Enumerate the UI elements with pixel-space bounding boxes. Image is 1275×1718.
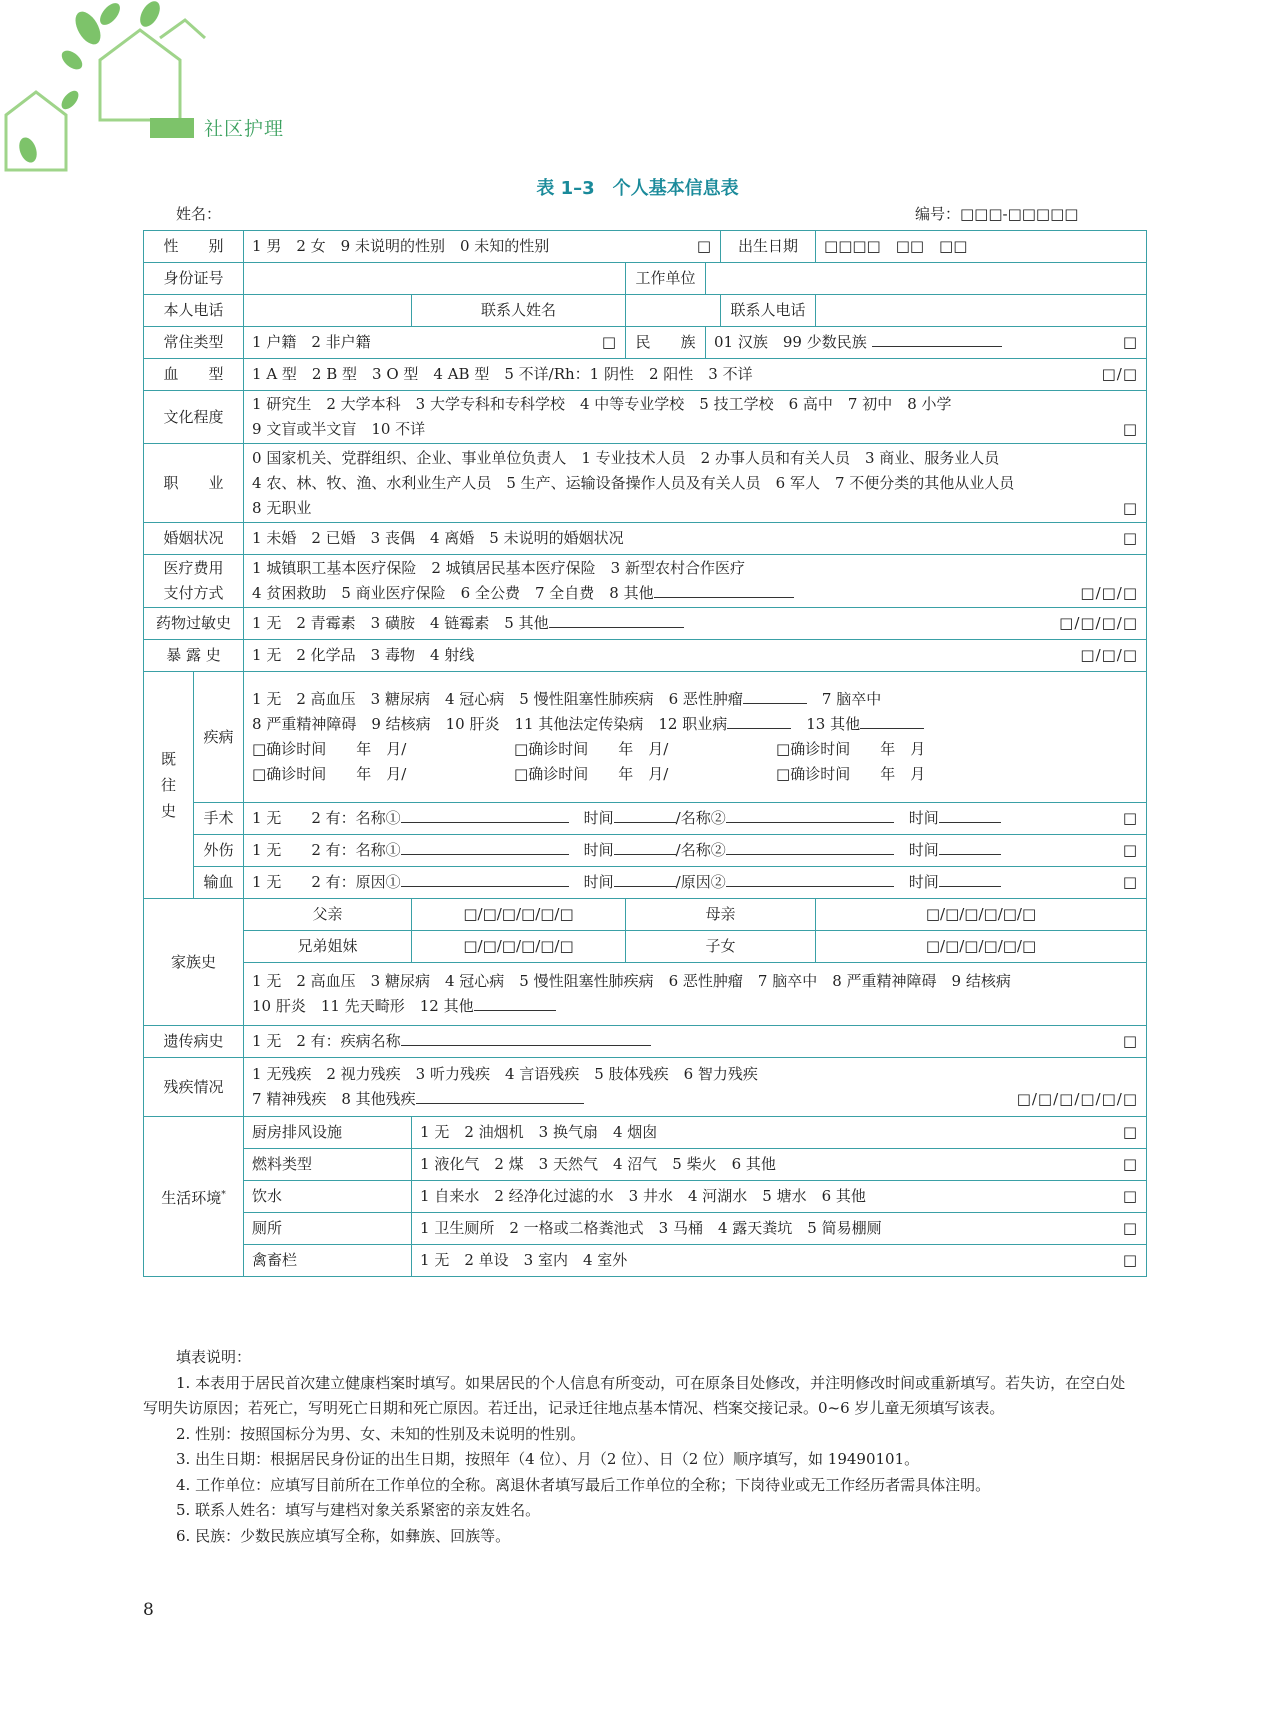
ethnic-checkbox[interactable]: □ [1122,333,1139,351]
siblings-boxes[interactable]: □/□/□/□/□/□ [412,931,626,963]
disease-options[interactable] [244,672,1147,803]
env-row-5 [144,1245,1147,1277]
disease-other-blank[interactable] [860,712,924,729]
payment-line-1: 1 城镇职工基本医疗保险 2 城镇居民基本医疗保险 3 新型农村合作医疗 [252,559,745,577]
diagnosis-time-5[interactable]: □确诊时间 年 月/ [514,765,669,783]
blood-checkbox[interactable]: □/□ [1101,365,1139,383]
env-options-text: 1 卫生厕所 2 一格或二格粪池式 3 马桶 4 露天粪坑 5 简易棚厕 [420,1219,882,1237]
genetic-options-text: 1 无 2 有：疾病名称 [252,1032,401,1050]
surgery-name-2[interactable] [726,806,894,823]
allergy-other-blank[interactable] [549,611,684,628]
id-number-field[interactable] [244,263,626,295]
disease-line-1: 1 无 2 高血压 3 糖尿病 4 冠心病 5 慢性阻塞性肺疾病 6 恶性肿瘤 [252,690,743,708]
instruction-item: 1. 本表用于居民首次建立健康档案时填写。如果居民的个人信息有所变动，可在原条目处修改，并注明修改时间或重新填写。若失访，在空白处写明失访原因；若死亡，写明死亡日期和死亡原因。若迁出，记录迁往地点基本情况、档案交接记录。0~6 岁儿童无须填写该表。 [143,1373,1126,1417]
instruction-item: 6. 民族：少数民族应填写全称，如彝族、回族等。 [176,1526,511,1545]
occupational-blank[interactable] [727,712,791,729]
gender-checkbox[interactable]: □ [696,237,713,255]
marital-row [144,523,1147,555]
work-unit-field[interactable] [706,263,1147,295]
transfusion-time2-label: 时间 [908,873,939,891]
family-disease-options [244,963,1147,1026]
family-row-1 [144,899,1147,931]
transfusion-reason-2[interactable] [726,870,894,887]
disease-label: 疾病 [194,672,244,803]
contact-name-label: 联系人姓名 [412,295,626,327]
env-options-text: 1 无 2 单设 3 室内 4 室外 [420,1251,628,1269]
injury-row [144,835,1147,867]
father-boxes[interactable]: □/□/□/□/□/□ [412,899,626,931]
gender-label: 性 别 [144,231,244,263]
blood-options[interactable] [244,359,1147,391]
transfusion-label: 输血 [194,867,244,899]
injury-label: 外伤 [194,835,244,867]
allergy-row [144,608,1147,640]
exposure-label: 暴 露 史 [144,640,244,672]
exposure-options-text: 1 无 2 化学品 3 毒物 4 射线 [252,646,475,664]
gender-row [144,231,1147,263]
env-checkbox[interactable]: □ [1122,1251,1139,1269]
diagnosis-time-3[interactable]: □确诊时间 年 月 [776,740,926,758]
children-boxes[interactable]: □/□/□/□/□/□ [816,931,1147,963]
ethnic-blank[interactable] [872,330,1002,347]
env-item-options[interactable] [412,1245,1147,1277]
env-item-options[interactable] [412,1181,1147,1213]
disease-stroke: 7 脑卒中 [821,690,882,708]
injury-prefix: 1 无 2 有：名称① [252,841,401,859]
allergy-options-text: 1 无 2 青霉素 3 磺胺 4 链霉素 5 其他 [252,614,549,632]
surgery-label: 手术 [194,803,244,835]
mother-label: 母亲 [626,899,816,931]
surgery-prefix: 1 无 2 有：名称① [252,809,401,827]
payment-checkbox[interactable]: □/□/□ [1080,584,1139,602]
transfusion-time-label: 时间 [583,873,614,891]
disability-label: 残疾情况 [144,1058,244,1117]
transfusion-row [144,867,1147,899]
history-label-text: 既往史 [160,750,176,820]
occupation-checkbox[interactable]: □ [1122,498,1139,517]
gender-options[interactable] [244,231,721,263]
surgery-time-1[interactable] [614,806,676,823]
env-item-name: 禽畜栏 [244,1245,412,1277]
surgery-time2-label: 时间 [908,809,939,827]
birth-date-label: 出生日期 [721,231,816,263]
env-row-2 [144,1149,1147,1181]
id-row [144,263,1147,295]
occupation-line-2: 4 农、林、牧、渔、水利业生产人员 5 生产、运输设备操作人员及有关人员 6 军人 7 不便分类的其他从业人员 [252,473,1015,492]
diagnosis-time-6[interactable]: □确诊时间 年 月 [776,765,926,783]
surgery-time-2[interactable] [939,806,1001,823]
payment-row [144,555,1147,608]
table-title: 表 1–3 个人基本信息表 [536,178,739,199]
payment-label-2: 支付方式 [163,584,224,602]
surgery-checkbox[interactable]: □ [1122,809,1139,827]
family-row-3 [144,963,1147,1026]
family-label: 家族史 [144,899,244,1026]
education-checkbox[interactable]: □ [1122,420,1139,438]
env-item-options[interactable] [412,1149,1147,1181]
marital-options-text: 1 未婚 2 已婚 3 丧偶 4 离婚 5 未说明的婚姻状况 [252,529,624,547]
env-item-options[interactable] [412,1213,1147,1245]
env-item-name: 饮水 [244,1181,412,1213]
transfusion-reason-1[interactable] [401,870,569,887]
injury-time-2[interactable] [939,838,1001,855]
ethnic-options[interactable] [706,327,1147,359]
contact-phone-label: 联系人电话 [721,295,816,327]
payment-other-blank[interactable] [654,581,794,598]
education-line-1: 1 研究生 2 大学本科 3 大学专科和专科学校 4 中等专业学校 5 技工学校 6 高中 7 初中 8 小学 [252,395,952,413]
env-options-text: 1 液化气 2 煤 3 天然气 4 沼气 5 柴火 6 其他 [420,1155,776,1173]
surgery-time-label: 时间 [583,809,614,827]
env-row-3 [144,1181,1147,1213]
env-checkbox[interactable]: □ [1122,1123,1139,1141]
blood-row [144,359,1147,391]
history-label [144,672,194,899]
instructions [143,1345,1140,1549]
surgery-row [144,803,1147,835]
family-line-1: 1 无 2 高血压 3 糖尿病 4 冠心病 5 慢性阻塞性肺疾病 6 恶性肿瘤 7 脑卒中 8 严重精神障碍 9 结核病 [252,972,1011,990]
contact-name-field[interactable] [626,295,721,327]
instruction-item: 5. 联系人姓名：填写与建档对象关系紧密的亲友姓名。 [176,1501,541,1519]
injury-time-1[interactable] [614,838,676,855]
occupation-label: 职 业 [144,444,244,523]
disability-line-1: 1 无残疾 2 视力残疾 3 听力残疾 4 言语残疾 5 肢体残疾 6 智力残疾 [252,1065,758,1083]
transfusion-prefix: 1 无 2 有：原因① [252,873,401,891]
surgery-name2-label: /名称② [675,809,726,827]
exposure-row [144,640,1147,672]
allergy-label: 药物过敏史 [144,608,244,640]
family-other-blank[interactable] [474,994,556,1011]
genetic-blank[interactable] [401,1029,651,1046]
section-title: 社区护理 [204,118,285,140]
blood-options-text: 1 A 型 2 B 型 3 O 型 4 AB 型 5 不详/Rh：1 阴性 2 阳性 3 不详 [252,365,753,383]
disability-options[interactable] [244,1058,1147,1117]
disability-checkbox[interactable]: □/□/□/□/□/□ [1016,1090,1139,1108]
id-number-label: 身份证号 [144,263,244,295]
env-item-options[interactable] [412,1117,1147,1149]
blood-label: 血 型 [144,359,244,391]
disability-other-blank[interactable] [416,1087,584,1104]
marital-label: 婚姻状况 [144,523,244,555]
page-number: 8 [143,1600,154,1620]
work-unit-label: 工作单位 [626,263,706,295]
env-checkbox[interactable]: □ [1122,1155,1139,1173]
transfusion-reason2-label: /原因② [675,873,726,891]
residence-row [144,327,1147,359]
diagnosis-time-4[interactable]: □确诊时间 年 月/ [252,765,407,783]
injury-fields[interactable] [244,835,1147,867]
header-decoration [0,0,220,175]
personal-info-form [143,230,1147,1277]
payment-label-1: 医疗费用 [163,559,224,577]
environment-label-text: 生活环境 [161,1188,222,1207]
family-row-2 [144,931,1147,963]
phone-label: 本人电话 [144,295,244,327]
genetic-row [144,1026,1147,1058]
tumor-blank[interactable] [743,687,807,704]
instruction-item: 3. 出生日期：根据居民身份证的出生日期，按照年（4 位）、月（2 位）、日（2 位）顺序填写，如 19490101。 [176,1450,920,1468]
payment-options[interactable] [244,555,1147,608]
marital-checkbox[interactable]: □ [1122,529,1139,547]
injury-name-1[interactable] [401,838,569,855]
education-line-2: 9 文盲或半文盲 10 不详 [252,420,426,438]
phone-row [144,295,1147,327]
education-label: 文化程度 [144,391,244,444]
disease-line-2: 8 严重精神障碍 9 结核病 10 肝炎 11 其他法定传染病 12 职业病 [252,715,728,733]
instruction-item: 2. 性别：按照国标分为男、女、未知的性别及未说明的性别。 [176,1424,586,1443]
occupation-row [144,444,1147,523]
instruction-item: 4. 工作单位：应填写目前所在工作单位的全称。离退休者填写最后工作单位的全称；下岗待业或无工作经历者需具体注明。 [176,1475,991,1494]
transfusion-checkbox[interactable]: □ [1122,873,1139,891]
diagnosis-time-1[interactable]: □确诊时间 年 月/ [252,740,407,758]
injury-time2-label: 时间 [908,841,939,859]
diagnosis-time-2[interactable]: □确诊时间 年 月/ [514,740,669,758]
exposure-options[interactable] [244,640,1147,672]
children-label: 子女 [626,931,816,963]
residence-label: 常住类型 [144,327,244,359]
siblings-label: 兄弟姐妹 [244,931,412,963]
residence-checkbox[interactable]: □ [601,333,618,351]
env-options-text: 1 无 2 油烟机 3 换气扇 4 烟囱 [420,1123,658,1141]
family-line-2: 10 肝炎 11 先天畸形 12 其他 [252,997,474,1015]
env-item-name: 燃料类型 [244,1149,412,1181]
contact-phone-field[interactable] [816,295,1147,327]
environment-label [144,1117,244,1277]
residence-options-text: 1 户籍 2 非户籍 [252,333,371,351]
transfusion-time-2[interactable] [939,870,1001,887]
disability-row [144,1058,1147,1117]
occupation-line-1: 0 国家机关、党群组织、企业、事业单位负责人 1 专业技术人员 2 办事人员和有关人员 3 商业、服务业人员 [252,448,1000,467]
ethnic-label: 民 族 [626,327,706,359]
allergy-options[interactable] [244,608,1147,640]
env-row-1 [144,1117,1147,1149]
genetic-checkbox[interactable]: □ [1122,1032,1139,1050]
surgery-fields[interactable] [244,803,1147,835]
transfusion-fields[interactable] [244,867,1147,899]
section-bar [150,118,194,138]
disability-line-2: 7 精神残疾 8 其他残疾 [252,1090,416,1108]
disease-other: 13 其他 [806,715,861,733]
instructions-heading: 填表说明： [176,1348,252,1366]
payment-line-2: 4 贫困救助 5 商业医疗保险 6 全公费 7 全自费 8 其他 [252,584,654,602]
marital-options[interactable] [244,523,1147,555]
name-label: 姓名： [176,205,222,223]
father-label: 父亲 [244,899,412,931]
environment-mark: * [221,1189,226,1200]
history-disease-row [144,672,1147,803]
ethnic-options-text: 01 汉族 99 少数民族 [714,333,867,351]
allergy-checkbox[interactable]: □/□/□/□ [1059,614,1139,632]
env-checkbox[interactable]: □ [1122,1219,1139,1237]
education-row [144,391,1147,444]
injury-time-label: 时间 [583,841,614,859]
mother-boxes[interactable]: □/□/□/□/□/□ [816,899,1147,931]
injury-name2-label: /名称② [675,841,726,859]
env-row-4 [144,1213,1147,1245]
education-options[interactable] [244,391,1147,444]
transfusion-time-1[interactable] [614,870,676,887]
payment-label [144,555,244,608]
residence-options[interactable] [244,327,626,359]
genetic-options[interactable] [244,1026,1147,1058]
code-label: 编号：□□□-□□□□□ [915,205,1079,223]
phone-field[interactable] [244,295,412,327]
surgery-name-1[interactable] [401,806,569,823]
env-item-name: 厕所 [244,1213,412,1245]
genetic-label: 遗传病史 [144,1026,244,1058]
injury-checkbox[interactable]: □ [1122,841,1139,859]
birth-date-field[interactable]: □□□□ □□ □□ [816,231,1147,263]
occupation-options[interactable] [244,444,1147,523]
occupation-line-3: 8 无职业 [252,498,312,517]
env-item-name: 厨房排风设施 [244,1117,412,1149]
env-options-text: 1 自来水 2 经净化过滤的水 3 井水 4 河湖水 5 塘水 6 其他 [420,1187,866,1205]
injury-name-2[interactable] [726,838,894,855]
gender-options-text: 1 男 2 女 9 未说明的性别 0 未知的性别 [252,237,550,255]
exposure-checkbox[interactable]: □/□/□ [1080,646,1139,664]
env-checkbox[interactable]: □ [1122,1187,1139,1205]
